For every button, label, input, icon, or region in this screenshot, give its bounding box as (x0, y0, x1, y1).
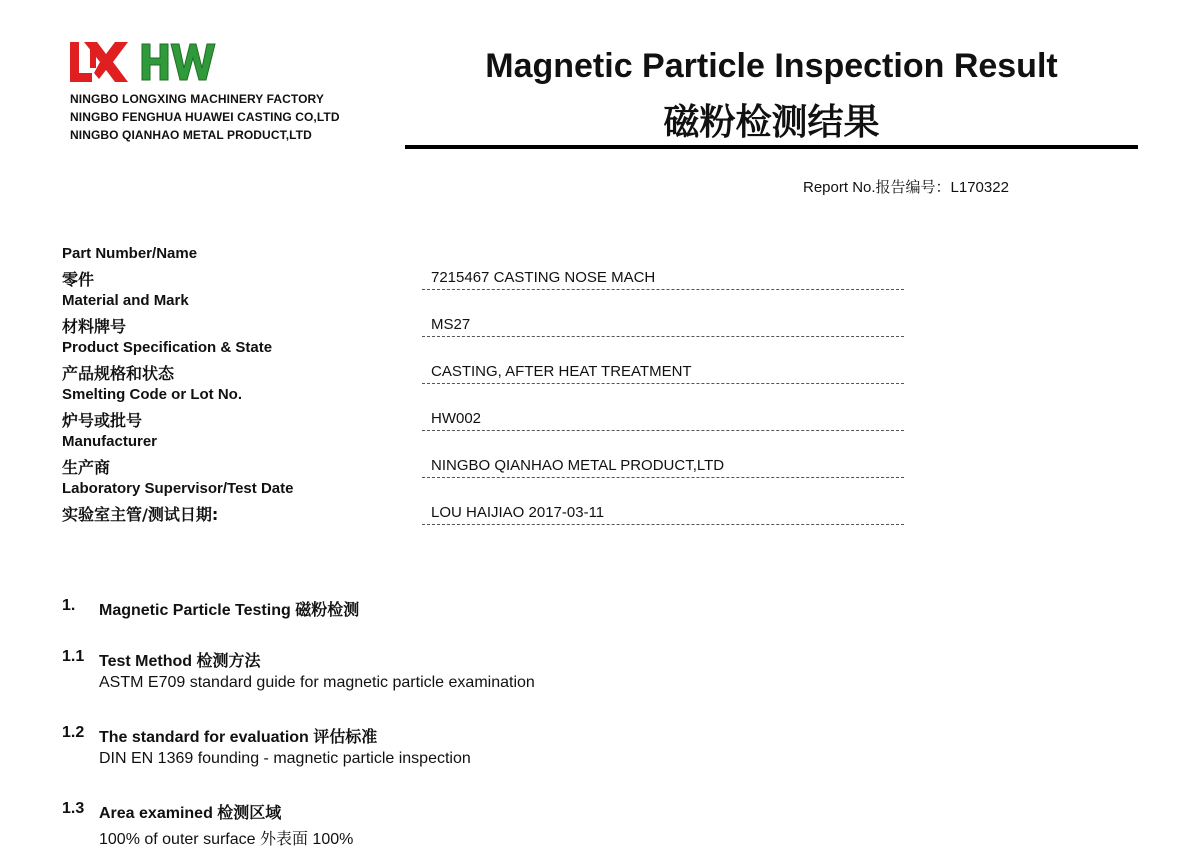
company-logo (70, 40, 220, 86)
section-title-cn: 评估标准 (313, 727, 378, 746)
report-title-cn: 磁粉检测结果 (663, 102, 880, 143)
section-body: DIN EN 1369 founding - magnetic particle inspection (99, 750, 471, 767)
section-title (99, 648, 261, 671)
section-title-en: Area examined (99, 805, 213, 822)
section-title-en: Magnetic Particle Testing (99, 602, 291, 619)
section-title-en: The standard for evaluation (99, 729, 309, 746)
hw-logo-mark (140, 42, 218, 82)
field-label-en: Material and Mark (62, 292, 189, 309)
company-name-3: NINGBO QIANHAO METAL PRODUCT,LTD (70, 128, 312, 142)
field-label-cn: 炉号或批号 (62, 411, 143, 430)
section-body: ASTM E709 standard guide for magnetic particle examination (99, 674, 535, 691)
section-title (99, 800, 281, 823)
section-title (99, 724, 377, 747)
section-title-cn: 磁粉检测 (295, 600, 360, 619)
field-value: 7215467 CASTING NOSE MACH (422, 268, 904, 290)
field-value: MS27 (422, 315, 904, 337)
field-label-cn: 材料牌号 (62, 317, 127, 336)
company-name-2: NINGBO FENGHUA HUAWEI CASTING CO,LTD (70, 110, 340, 124)
section-number: 1.2 (62, 724, 85, 741)
field-label-cn: 零件 (62, 270, 95, 289)
section-number: 1.1 (62, 648, 85, 665)
section-body: 100% of outer surface 外表面 100% (99, 831, 354, 848)
field-value: LOU HAIJIAO 2017-03-11 (422, 503, 904, 525)
report-title-en: Magnetic Particle Inspection Result (485, 47, 1058, 85)
field-label-en: Manufacturer (62, 433, 158, 450)
company-name-1: NINGBO LONGXING MACHINERY FACTORY (70, 92, 324, 106)
section-number: 1.3 (62, 800, 85, 817)
field-label-en: Smelting Code or Lot No. (62, 386, 242, 403)
section-title-en: Test Method (99, 653, 193, 670)
field-label-en: Part Number/Name (62, 245, 198, 262)
section-title (99, 597, 359, 620)
report-number: Report No.报告编号：L170322 (803, 179, 1009, 196)
field-label-cn: 产品规格和状态 (62, 364, 175, 383)
field-label-cn: 生产商 (62, 458, 111, 477)
section-title-cn: 检测区域 (217, 803, 282, 822)
field-label-cn: 实验室主管/测试日期: (62, 505, 219, 524)
lx-logo-mark (70, 42, 128, 82)
section-number: 1. (62, 597, 76, 614)
field-value: CASTING, AFTER HEAT TREATMENT (422, 362, 904, 384)
field-label-en: Laboratory Supervisor/Test Date (62, 480, 294, 497)
field-value: NINGBO QIANHAO METAL PRODUCT,LTD (422, 456, 904, 478)
field-label-en: Product Specification & State (62, 339, 273, 356)
section-title-cn: 检测方法 (196, 651, 261, 670)
field-value: HW002 (422, 409, 904, 431)
title-underline (405, 145, 1138, 149)
